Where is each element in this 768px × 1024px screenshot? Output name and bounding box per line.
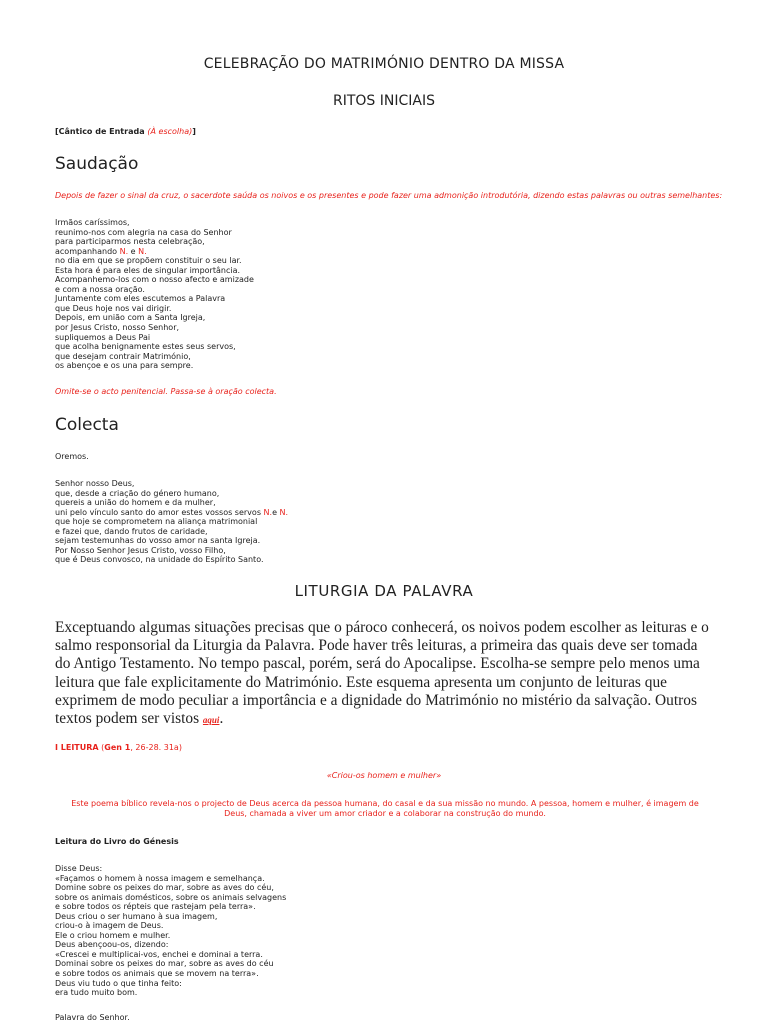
rubric-penitential: Omite-se o acto penitencial. Passa-se à oração colecta. [55,387,277,396]
reading-summary: Este poema bíblico revela-nos o projecto de Deus acerca da pessoa humana, do casal e da sua missão no mundo. A pessoa, homem e mulher, é imagem de Deus, chamada a viver um amor criador e a colaborar na construção do mundo. [71,799,699,818]
section-title-ritos: RITOS INICIAIS [333,93,435,109]
reading-open: ( [98,743,105,752]
greeting-text-b: no dia em que se propõem constituir o seu lar. Esta hora é para eles de singular importância. Acompanhemo-los com o nosso afecto e amizade e com a nossa oração. Juntamente com eles escutemos a Palavra que Deus hoje nos vai dirigir. Depois, em união com a Santa Igreja, por Jesus Cristo, nosso Senhor, supliquemos a Deus Pai que acolha benignamente estes seus servos, que desejam contrair Matrimónio, os abençoe e os una para sempre. [55,256,254,371]
entrance-chant [55,127,196,137]
collect-prayer [55,479,288,565]
greeting-and: e [128,246,139,256]
heading-saudacao: Saudação [55,154,139,174]
oremos: Oremos. [55,452,89,461]
liturgy-intro-end: . [219,710,224,728]
liturgy-intro [55,619,715,729]
rubric-saudacao: Depois de fazer o sinal da cruz, o sacerdote saúda os noivos e os presentes e pode fazer uma admonição introdutória, dizendo estas palavras ou outras semelhantes: [55,191,723,200]
heading-liturgia: LITURGIA DA PALAVRA [294,582,474,600]
page-title: CELEBRAÇÃO DO MATRIMÓNIO DENTRO DA MISSA [203,56,565,72]
collect-and: e [272,507,280,517]
reading-text: Disse Deus: «Façamos o homem à nossa imagem e semelhança. Domine sobre os peixes do mar, sobre as aves do céu, sobre os animais domésticos, sobre os animais selvagens e sobre todos os répteis que rastejam pela terra». Deus criou o ser humano à sua imagem, criou-o à imagem de Deus. Ele o criou homem e mulher. Deus abençoou-os, dizendo: «Crescei e multiplicai-vos, enchei e dominai a terra. Dominai sobre os peixes do mar, sobre as aves do céu e sobre todos os animais que se movem na terra». Deus viu tudo o que tinha feito: era tudo muito bom. [55,864,287,998]
collect-text-a: Senhor nosso Deus, que, desde a criação do género humano, quereis a união do homem e da mulher, uni pelo vínculo santo do amor estes vossos servos [55,479,261,517]
reading-verses: , 26-28. 31a) [130,743,182,752]
reading-reference [55,743,182,753]
reading-closing: Palavra do Senhor. [55,1013,130,1022]
reading-label: I LEITURA [55,743,99,752]
greeting-text [55,218,254,371]
reading-source: Leitura do Livro do Génesis [55,837,179,846]
heading-colecta: Colecta [55,415,119,435]
entrance-chant-choice: (À escolha) [147,127,193,136]
reading-book: Gen 1 [104,743,131,752]
name-placeholder-2: N. [138,246,147,256]
aqui-link[interactable]: aqui [202,715,220,726]
liturgy-intro-text: Exceptuando algumas situações precisas que o pároco conhecerá, os noivos podem escolher as leituras e o salmo responsorial da Liturgia da Palavra. Pode haver três leituras, a primeira das quais deve ser tomada do Antigo Testamento. No tempo pascal, porém, será do Apocalipse. Escolha-se sempre pelo menos uma leitura que fale explicitamente do Matrimónio. Este esquema apresenta um conjunto de leituras que exprimem de modo peculiar a importância e a dignidade do Matrimónio no mistério da salvação. Outros textos podem ser vistos [55,619,709,728]
collect-text-b: que hoje se comprometem na aliança matrimonial e fazei que, dando frutos de caridade, sejam testemunhas do vosso amor na santa Igreja. Por Nosso Senhor Jesus Cristo, vosso Filho, que é Deus convosco, na unidade do Espírito Santo. [55,517,264,565]
name-placeholder-1: N. [119,246,129,256]
greeting-text-a: Irmãos caríssimos, reunimo-nos com alegria na casa do Senhor para participarmos nesta celebração, acompanhando [55,218,232,256]
reading-theme: «Criou-os homem e mulher» [326,771,442,780]
entrance-chant-label: [Cântico de Entrada [55,127,148,136]
entrance-chant-close: ] [192,127,196,136]
collect-name-1: N. [263,507,273,517]
collect-name-2: N. [279,507,289,517]
